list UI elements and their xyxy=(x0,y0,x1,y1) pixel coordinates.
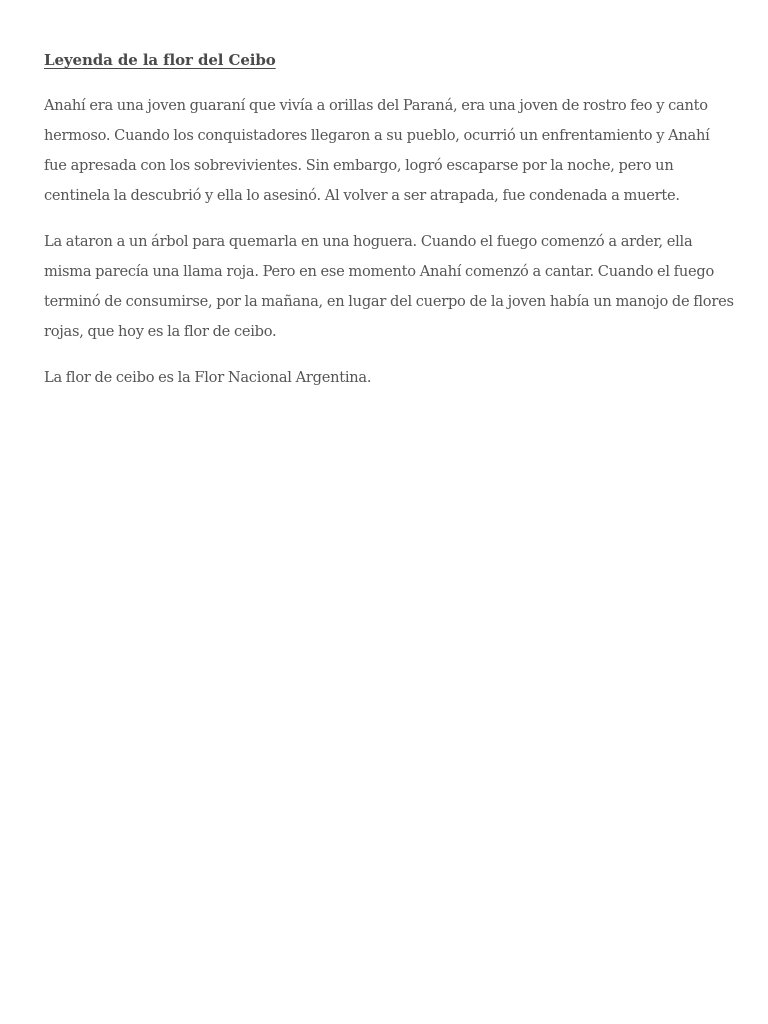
paragraph-2: La ataron a un árbol para quemarla en una hoguera. Cuando el fuego comenzó a arder, ella misma parecía una llama roja. Pero en ese momento Anahí comenzó a cantar. Cuando el fuego terminó de consumirse, por la mañana, en lugar del cuerpo de la joven había un manojo de flores rojas, que hoy es la flor de ceibo. xyxy=(44,233,734,340)
paragraph-1: Anahí era una joven guaraní que vivía a orillas del Paraná, era una joven de rostro feo y canto hermoso. Cuando los conquistadores llegaron a su pueblo, ocurrió un enfrentamiento y Anahí fue apresada con los sobrevivientes. Sin embargo, logró escaparse por la noche, pero un centinela la descubrió y ella lo asesinó. Al volver a ser atrapada, fue condenada a muerte. xyxy=(44,97,710,204)
document-title: Leyenda de la flor del Ceibo xyxy=(44,51,276,69)
paragraph-3: La flor de ceibo es la Flor Nacional Argentina. xyxy=(44,369,372,386)
document-body xyxy=(44,46,734,409)
